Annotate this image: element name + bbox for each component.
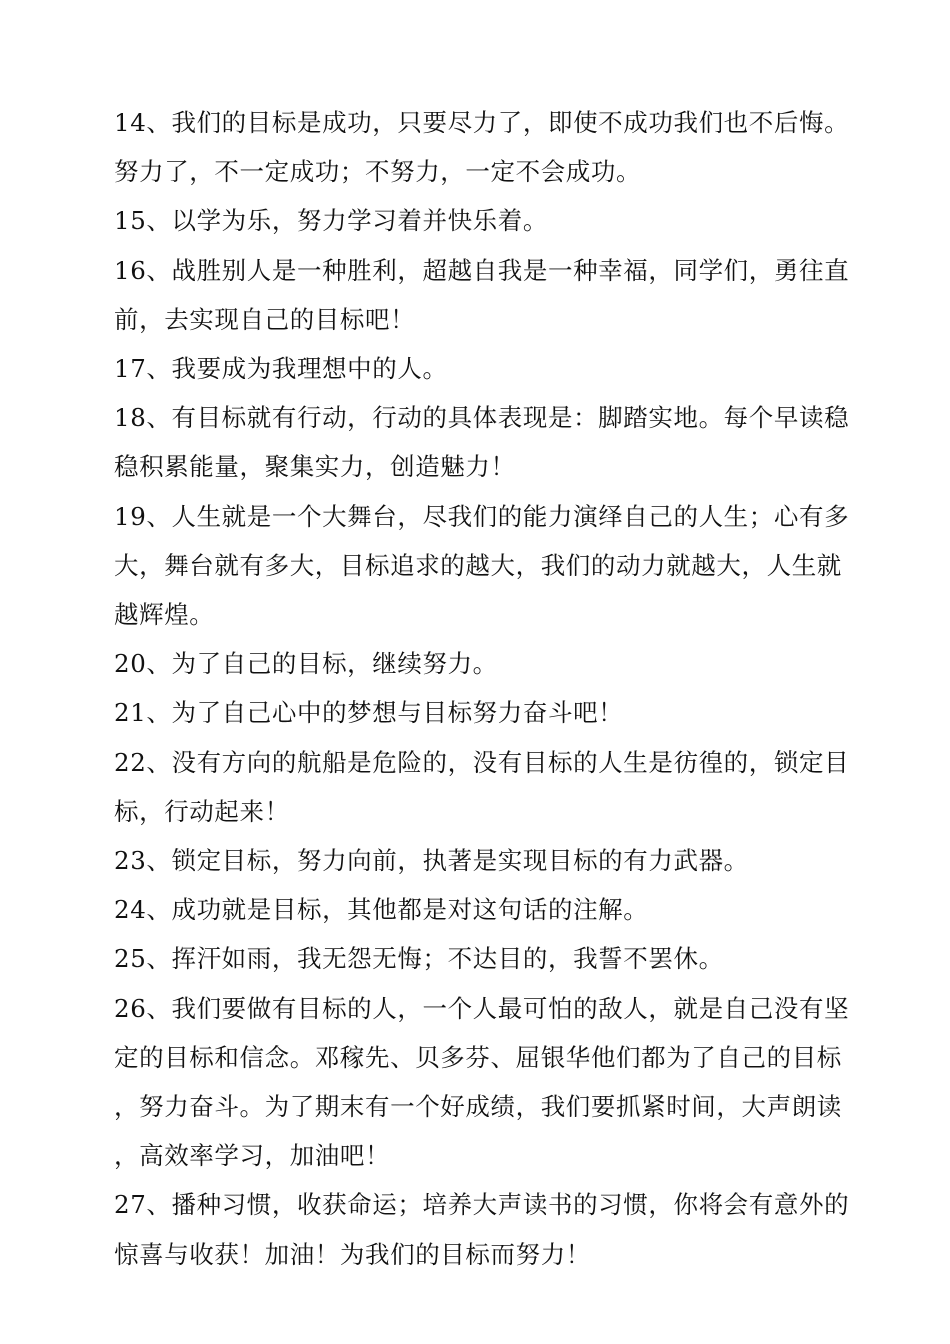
paragraph-14: 14、我们的目标是成功，只要尽力了，即使不成功我们也不后悔。努力了，不一定成功；不努力，一定不会成功。	[114, 108, 850, 187]
paragraph-17: 17、我要成为我理想中的人。	[114, 354, 448, 384]
paragraph-19: 19、人生就是一个大舞台，尽我们的能力演绎自己的人生；心有多大，舞台就有多大，目标追求的越大，我们的动力就越大，人生就越辉煌。	[114, 501, 850, 630]
paragraph-15: 15、以学为乐，努力学习着并快乐着。	[114, 206, 548, 236]
paragraph-23: 23、锁定目标，努力向前，执著是实现目标的有力武器。	[114, 846, 749, 876]
paragraph-18: 18、有目标就有行动，行动的具体表现是：脚踏实地。每个早读稳稳积累能量，聚集实力，创造魅力！	[114, 403, 850, 482]
paragraph-24: 24、成功就是目标，其他都是对这句话的注解。	[114, 895, 649, 925]
paragraph-16: 16、战胜别人是一种胜利，超越自我是一种幸福，同学们，勇往直前，去实现自己的目标吧！	[114, 255, 850, 334]
paragraph-21: 21、为了自己心中的梦想与目标努力奋斗吧！	[114, 698, 624, 728]
paragraph-25: 25、挥汗如雨，我无怨无悔；不达目的，我誓不罢休。	[114, 944, 724, 974]
paragraph-22: 22、没有方向的航船是危险的，没有目标的人生是彷徨的，锁定目标，行动起来！	[114, 747, 850, 826]
paragraph-27: 27、播种习惯，收获命运；培养大声读书的习惯，你将会有意外的惊喜与收获！加油！为我们的目标而努力！	[114, 1190, 850, 1269]
document-page	[114, 98, 864, 1279]
paragraph-20: 20、为了自己的目标，继续努力。	[114, 649, 498, 679]
paragraph-26: 26、我们要做有目标的人，一个人最可怕的敌人，就是自己没有坚定的目标和信念。邓稼先、贝多芬、屈银华他们都为了自己的目标，努力奋斗。为了期末有一个好成绩，我们要抓紧时间，大声朗读，高效率学习，加油吧！	[114, 993, 850, 1171]
